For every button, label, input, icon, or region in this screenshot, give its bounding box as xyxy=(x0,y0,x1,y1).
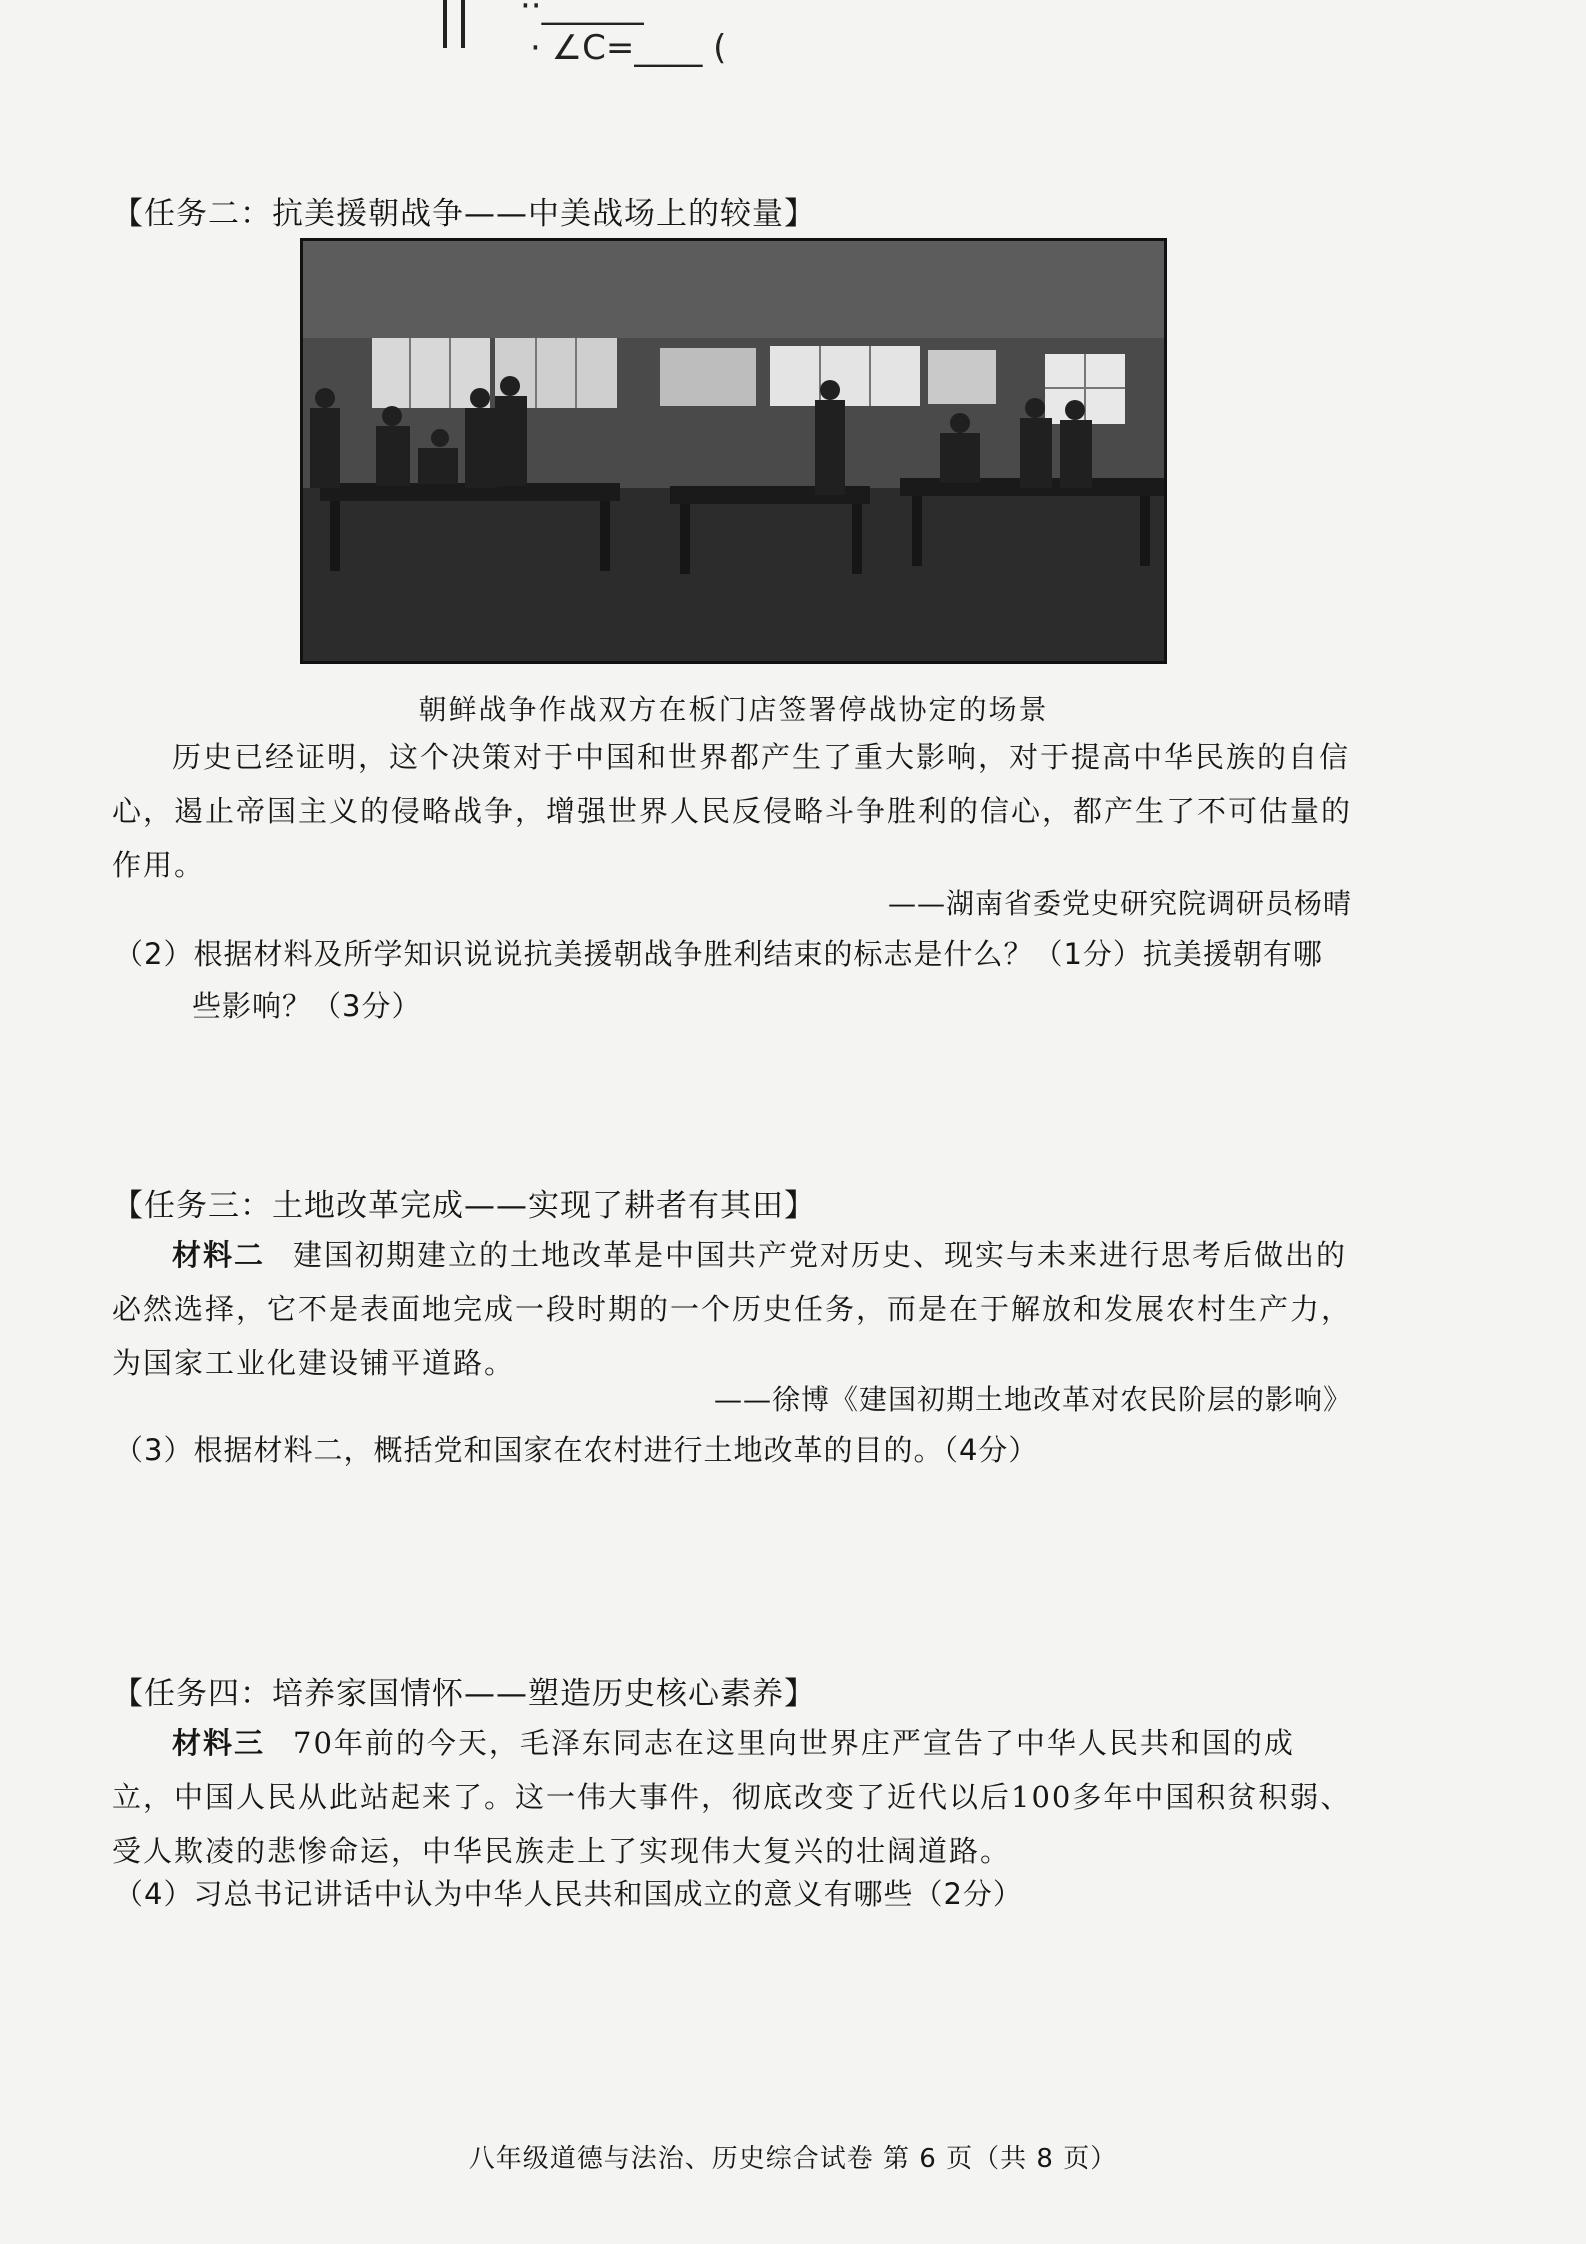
margin-mark xyxy=(443,0,465,48)
task3-material xyxy=(112,1228,1352,1390)
task2-question-line1: （2）根据材料及所学知识说说抗美援朝战争胜利结束的标志是什么？（1分）抗美援朝有哪 xyxy=(114,937,1323,971)
task3-question: （3）根据材料二，概括党和国家在农村进行土地改革的目的。（4分） xyxy=(114,1433,1039,1467)
fragment-line-1: ··______ xyxy=(520,0,644,26)
task4-material-label: 材料三 xyxy=(172,1726,266,1760)
task4-material xyxy=(112,1716,1352,1878)
top-cutoff-fragment xyxy=(520,0,726,68)
task2-question-line2: 些影响？（3分） xyxy=(192,989,422,1023)
task2-paragraph: 历史已经证明，这个决策对于中国和世界都产生了重大影响，对于提高中华民族的自信心，遏止帝国主义的侵略战争，增强世界人民反侵略斗争胜利的信心，都产生了不可估量的作用。 xyxy=(112,740,1353,882)
task3-header: 【任务三：土地改革完成——实现了耕者有其田】 xyxy=(112,1188,816,1224)
task3-source: ——徐博《建国初期土地改革对农民阶层的影响》 xyxy=(713,1383,1352,1416)
task3-material-text: 建国初期建立的土地改革是中国共产党对历史、现实与未来进行思考后做出的必然选择，它不是表面地完成一段时期的一个历史任务，而是在于解放和发展农村生产力，为国家工业化建设铺平道路。 xyxy=(112,1238,1353,1380)
armistice-photo xyxy=(300,238,1167,664)
photo-caption: 朝鲜战争作战双方在板门店签署停战协定的场景 xyxy=(418,693,1049,726)
task3-material-label: 材料二 xyxy=(172,1238,266,1272)
task2-header: 【任务二：抗美援朝战争——中美战场上的较量】 xyxy=(112,196,816,232)
task4-material-text: 70年前的今天，毛泽东同志在这里向世界庄严宣告了中华人民共和国的成立，中国人民从此站起来了。这一伟大事件，彻底改变了近代以后100多年中国积贫积弱、受人欺凌的悲惨命运，中华民族走上了实现伟大复兴的壮阔道路。 xyxy=(112,1726,1352,1868)
armistice-photo-illustration xyxy=(300,238,1167,664)
task4-header: 【任务四：培养家国情怀——塑造历史核心素养】 xyxy=(112,1676,816,1712)
task2-source: ——湖南省委党史研究院调研员杨晴 xyxy=(887,887,1352,920)
task4-question: （4）习总书记讲话中认为中华人民共和国成立的意义有哪些（2分） xyxy=(114,1877,1023,1911)
page-footer: 八年级道德与法治、历史综合试卷 第 6 页（共 8 页） xyxy=(468,2144,1118,2174)
fragment-line-2: · ∠C=____ ( xyxy=(530,28,727,68)
